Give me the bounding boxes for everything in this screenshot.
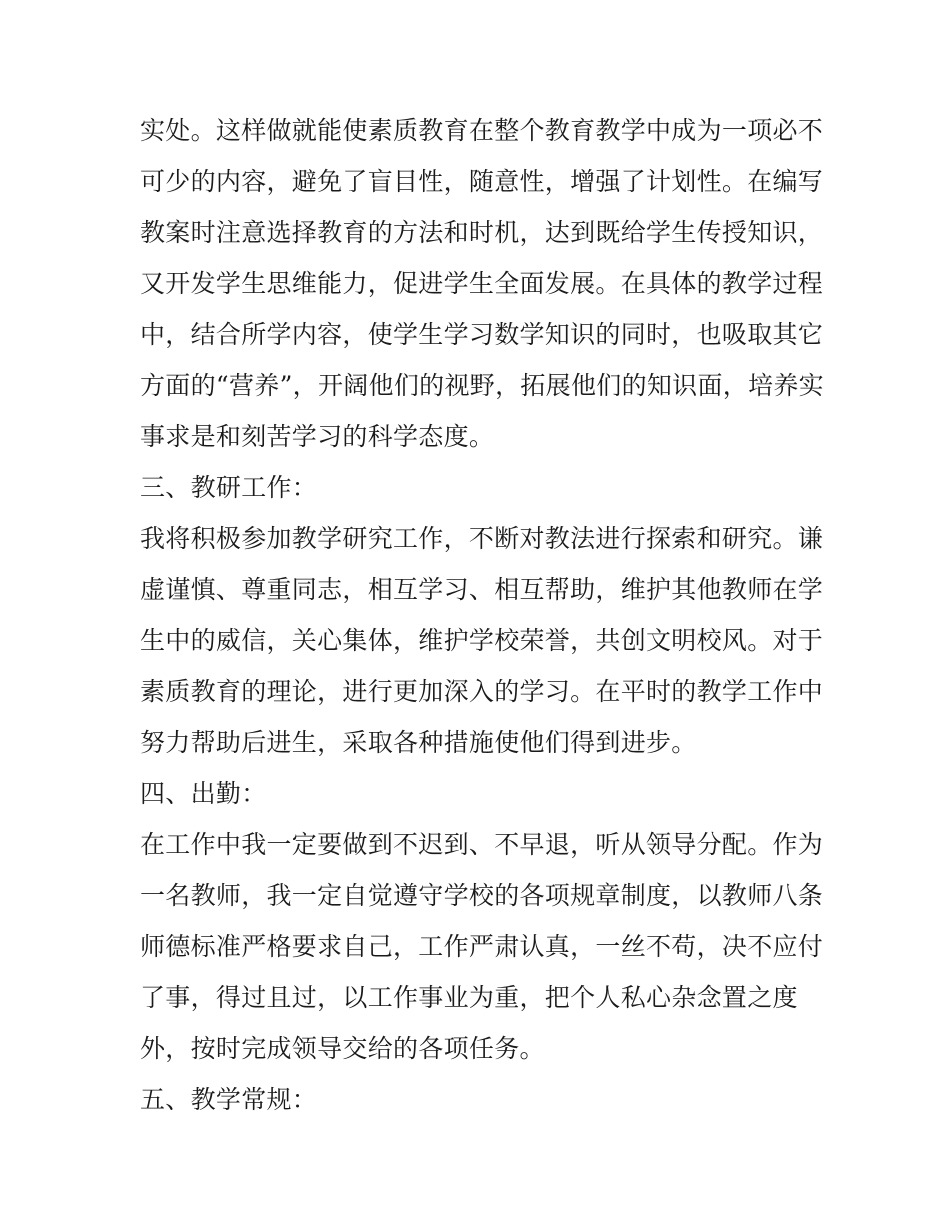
paragraph-line: 素质教育的理论，进行更加深入的学习。在平时的教学工作中 xyxy=(140,677,824,706)
paragraph-line: 我将积极参加教学研究工作，不断对教法进行探索和研究。谦 xyxy=(140,524,824,553)
section-heading-attendance: 四、出勤： xyxy=(140,779,267,808)
section-heading-teaching-routine: 五、教学常规： xyxy=(140,1085,318,1114)
paragraph-line: 中，结合所学内容，使学生学习数学知识的同时，也吸取其它 xyxy=(140,320,824,349)
paragraph-line: 了事，得过且过，以工作事业为重，把个人私心杂念置之度 xyxy=(140,983,798,1012)
paragraph-line: 事求是和刻苦学习的科学态度。 xyxy=(140,422,495,451)
paragraph-line: 外，按时完成领导交给的各项任务。 xyxy=(140,1034,545,1063)
paragraph-line: 教案时注意选择教育的方法和时机，达到既给学生传授知识， xyxy=(140,218,824,247)
paragraph-line: 可少的内容，避免了盲目性，随意性，增强了计划性。在编写 xyxy=(140,167,824,196)
paragraph-line: 又开发学生思维能力，促进学生全面发展。在具体的教学过程 xyxy=(140,269,824,298)
document-body xyxy=(140,105,824,1125)
paragraph-line: 方面的“营养”，开阔他们的视野，拓展他们的知识面，培养实 xyxy=(140,371,824,400)
paragraph-line: 实处。这样做就能使素质教育在整个教育教学中成为一项必不 xyxy=(140,116,824,145)
section-heading-teaching-research: 三、教研工作： xyxy=(140,473,318,502)
paragraph-line: 师德标准严格要求自己，工作严肃认真，一丝不苟，决不应付 xyxy=(140,932,824,961)
paragraph-line: 在工作中我一定要做到不迟到、不早退，听从领导分配。作为 xyxy=(140,830,824,859)
paragraph-line: 生中的威信，关心集体，维护学校荣誉，共创文明校风。对于 xyxy=(140,626,824,655)
paragraph-line: 虚谨慎、尊重同志，相互学习、相互帮助，维护其他教师在学 xyxy=(140,575,824,604)
paragraph-line: 一名教师，我一定自觉遵守学校的各项规章制度，以教师八条 xyxy=(140,881,824,910)
paragraph-line: 努力帮助后进生，采取各种措施使他们得到进步。 xyxy=(140,728,697,757)
